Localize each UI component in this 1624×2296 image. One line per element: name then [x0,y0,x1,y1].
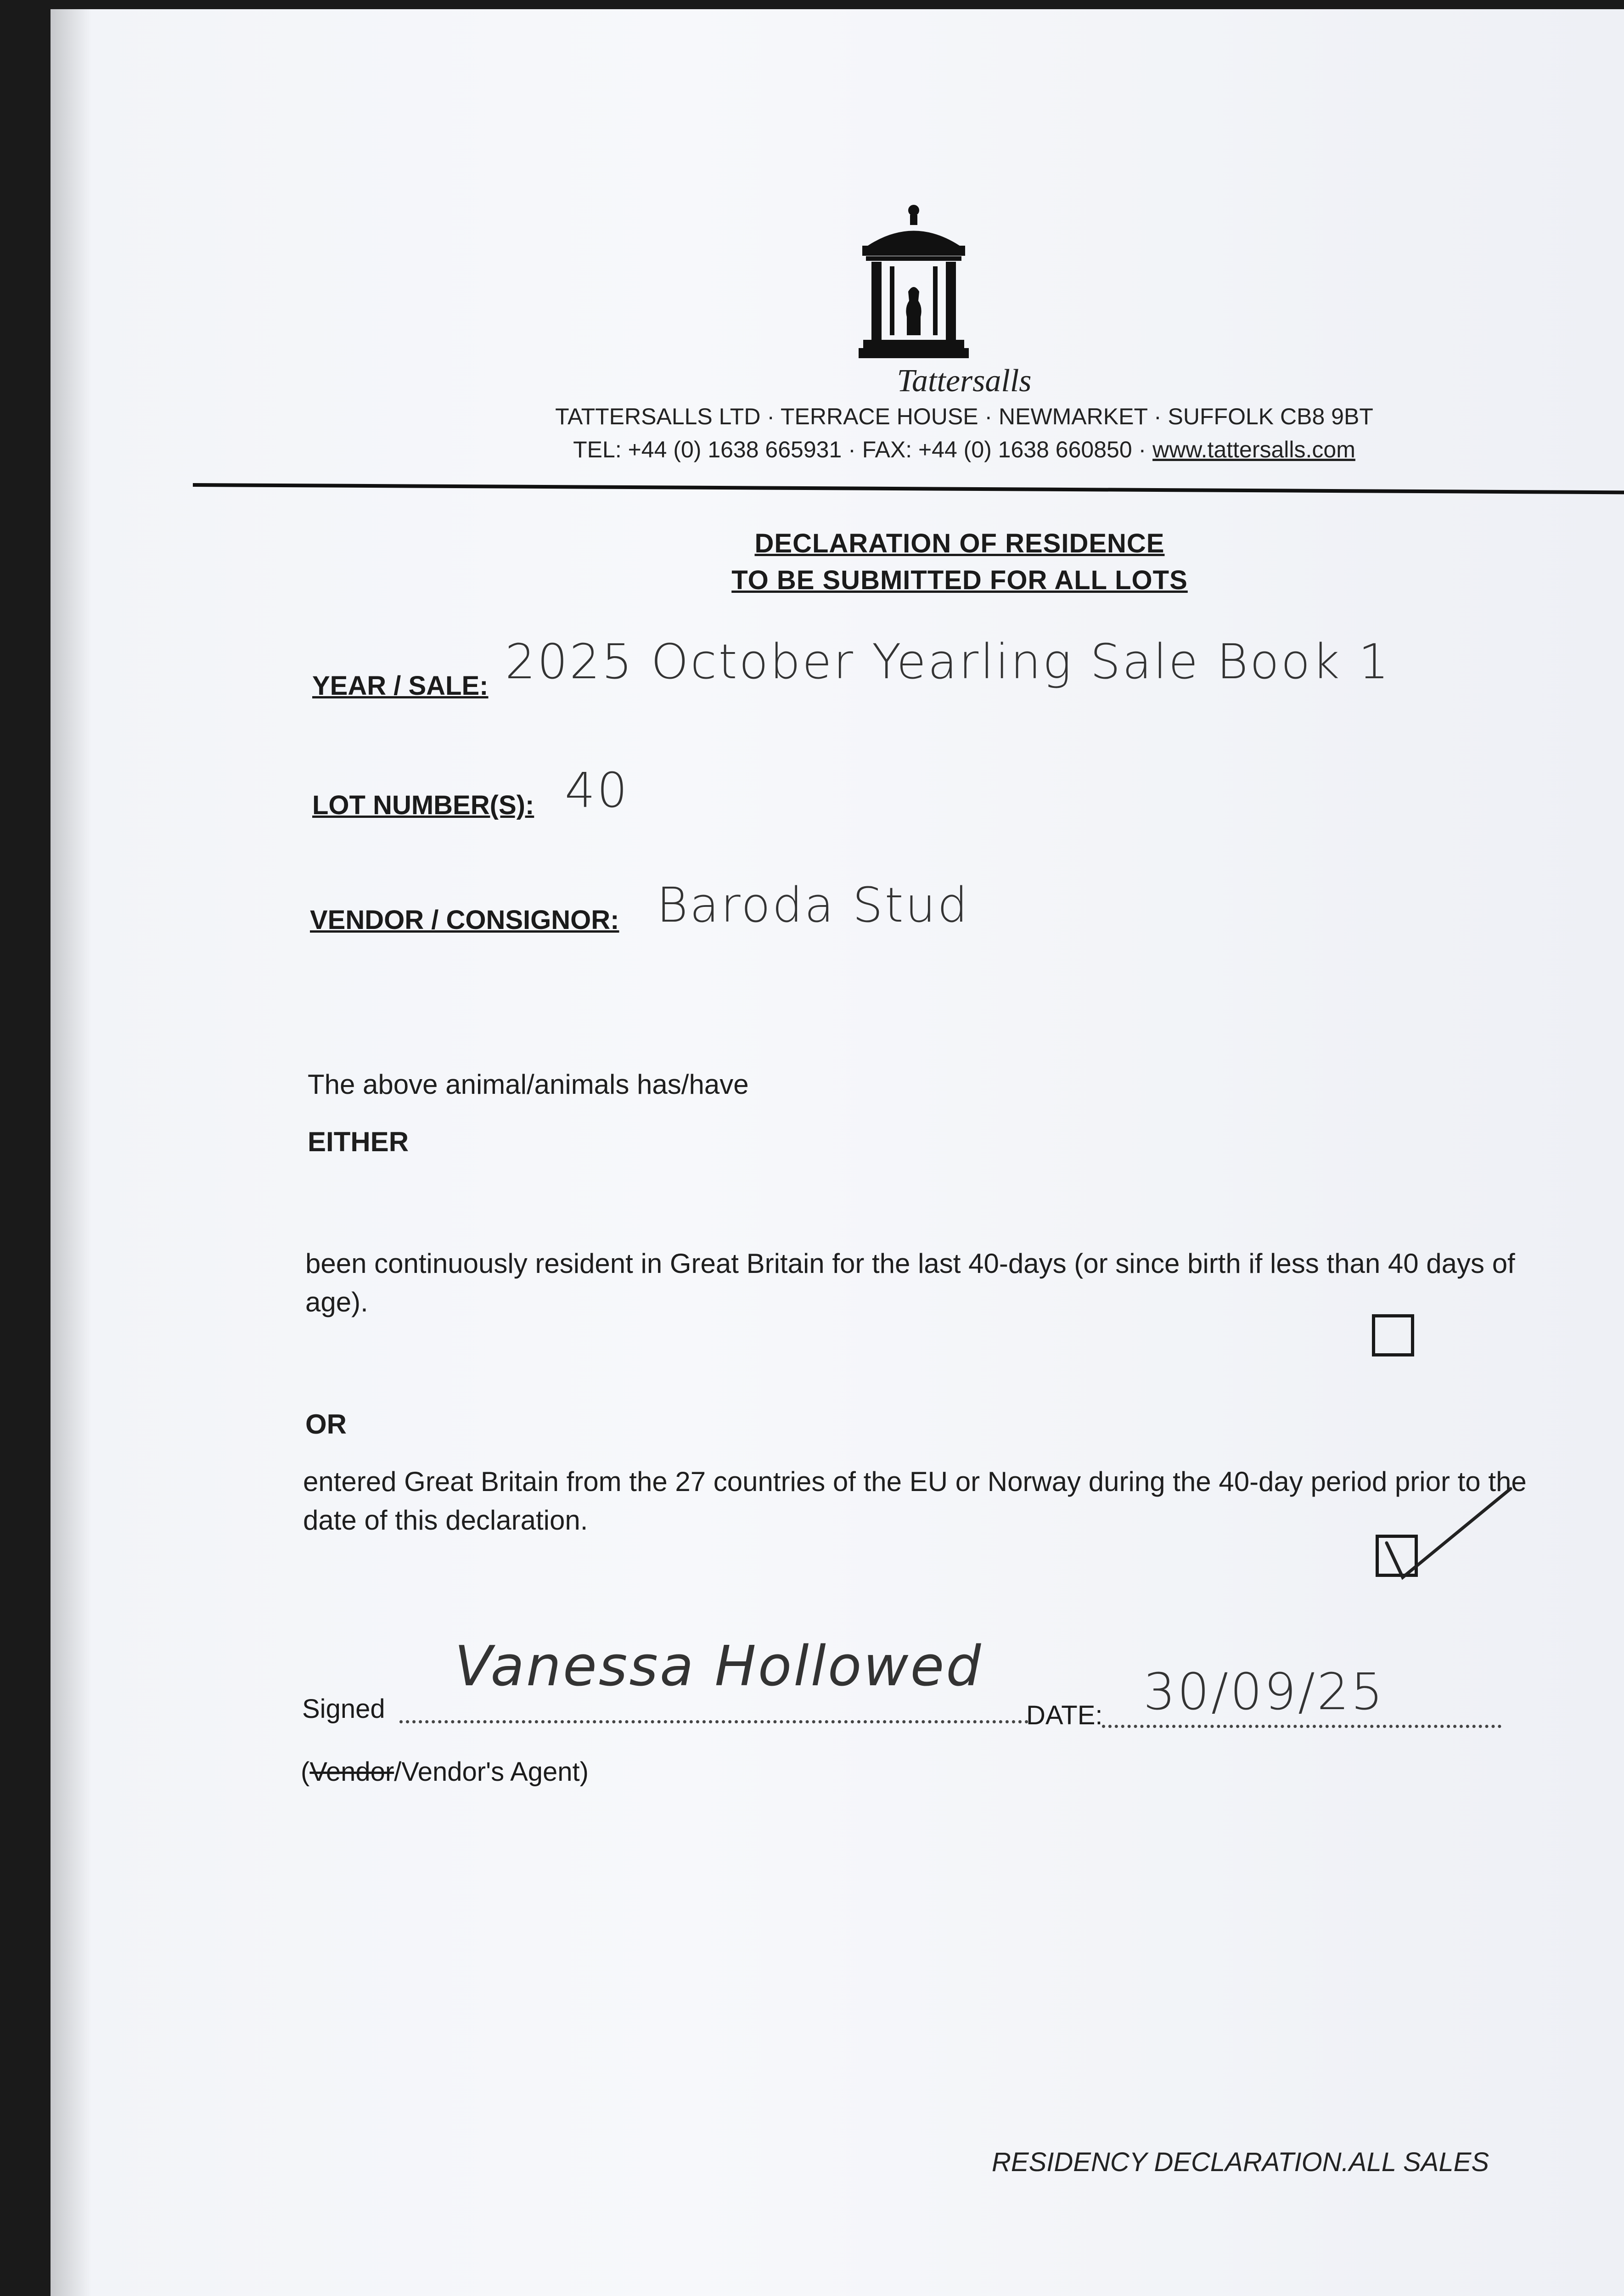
year-sale-value[interactable]: 2025 October Yearling Sale Book 1 [505,634,1391,690]
website-link[interactable]: www.tattersalls.com [1152,437,1355,462]
footer-text: RESIDENCY DECLARATION.ALL SALES [992,2147,1489,2177]
form-subtitle: TO BE SUBMITTED FOR ALL LOTS [731,565,1188,595]
signed-label: Signed [302,1694,385,1724]
lot-number-label: LOT NUMBER(S): [312,790,534,820]
intro-text: The above animal/animals has/have [308,1069,749,1100]
or-label: OR [305,1409,347,1440]
date-label: DATE: [1026,1700,1103,1730]
header-divider [193,483,1624,495]
option1-checkbox[interactable] [1372,1314,1414,1356]
vendor-label: VENDOR / CONSIGNOR: [310,905,619,935]
vendor-value[interactable]: Baroda Stud [657,877,970,933]
lot-number-value[interactable]: 40 [565,762,629,818]
company-contact [464,436,1465,463]
scan-shadow [51,9,92,2296]
tattersalls-logo [849,202,978,367]
signer-role: (Vendor/Vendor's Agent) [301,1757,589,1787]
form-title: DECLARATION OF RESIDENCE [754,529,1165,558]
role-rest: /Vendor's Agent) [394,1757,589,1787]
check-mark-icon [1377,1483,1515,1584]
declaration-page [51,9,1624,2296]
either-label: EITHER [308,1126,409,1157]
year-sale-label: YEAR / SALE: [312,671,489,701]
date-value[interactable]: 30/09/25 [1143,1662,1385,1721]
signature-value[interactable]: Vanessa Hollowed [455,1635,983,1699]
brand-name: Tattersalls [897,363,1032,399]
signature-line [399,1704,1028,1723]
company-address: TATTERSALLS LTD · TERRACE HOUSE · NEWMARKET · SUFFOLK CB8 9BT [555,404,1373,429]
role-struck: Vendor [309,1757,394,1787]
option2-text: entered Great Britain from the 27 countries of the EU or Norway during the 40-day period prior to the date of this declaration. [303,1466,1527,1536]
contact-phone-fax: TEL: +44 (0) 1638 665931 · FAX: +44 (0) 1638 660850 · [573,437,1153,462]
option1-text: been continuously resident in Great Britain for the last 40-days (or since birth if less than 40 days of age). [305,1248,1515,1317]
